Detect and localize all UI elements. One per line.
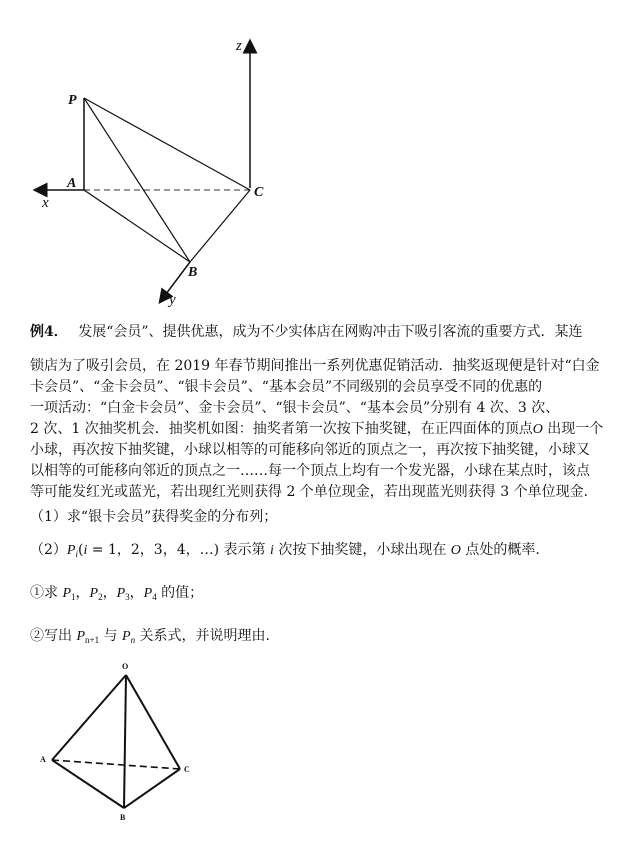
question-1-text: （1）求“银卡会员”获得奖金的分布列； (30, 509, 278, 525)
label-y: y (169, 292, 176, 308)
q2b-sub-n: n (130, 635, 136, 645)
question-2 (30, 540, 540, 564)
q2-tail: 点处的概率. (460, 542, 540, 558)
label-x: x (42, 195, 49, 211)
edge-CB (190, 190, 250, 262)
problem-text-line-5: 2 次、1 次抽奖机会．抽奖机如图：抽奖者第一次按下抽奖键，在正四面体的顶点 (30, 421, 533, 437)
edge-PB (84, 98, 190, 262)
q2b-mid: 与 (99, 628, 122, 644)
q2a-sep1: ， (75, 585, 90, 601)
q2-range: = 1，2，3，4，…) (87, 542, 220, 558)
edge-PC (84, 98, 250, 190)
q2-open: ( (78, 542, 84, 558)
q2b-P-n1: P (76, 629, 86, 644)
q2-P-sub: i (75, 549, 78, 559)
q2a-sub4: 4 (152, 592, 157, 602)
vertex-B: B (120, 813, 126, 822)
label-C: C (254, 185, 264, 200)
problem-text-line-7: 以相等的可能移向邻近的顶点之一……每一个顶点上均有一个发光器，小球在某点时，该点 (30, 463, 590, 479)
q2-prefix: （2） (30, 542, 67, 558)
label-A: A (67, 176, 77, 191)
problem-line-8 (30, 482, 598, 502)
example-label: 例4． (30, 324, 68, 340)
coordinate-figure (0, 0, 642, 310)
edge-CB (124, 769, 180, 808)
q2b-tail: 关系式，并说明理由. (135, 628, 270, 644)
q2b-prefix: ②写出 (30, 628, 77, 644)
problem-line-3 (30, 377, 542, 397)
q2b-P-n: P (122, 629, 131, 644)
q2a-tail: 的值； (156, 585, 204, 601)
problem-line-7 (30, 461, 590, 481)
edge-AB (84, 190, 190, 262)
vertex-A: A (40, 755, 46, 764)
q2-mid2: 次按下抽奖键，小球出现在 (273, 542, 451, 558)
problem-text-line-2: 锁店为了吸引会员，在 2019 年春节期间推出一系列优惠促销活动．抽奖返现便是针对“白金 (30, 358, 600, 374)
problem-text-line-4: 一项活动：“白金卡会员”、金卡会员”、“银卡会员”、“基本会员”分别有 4 次、3 次、 (30, 400, 560, 416)
problem-line-6 (30, 440, 590, 460)
q2a-sep2: ， (102, 585, 117, 601)
q2a-sep3: ， (129, 585, 144, 601)
q2a-P4: P (143, 586, 153, 601)
q2-i: i (83, 543, 88, 558)
problem-line-1 (30, 322, 583, 342)
problem-text-line-8: 等可能发红光或蓝光，若出现红光则获得 2 个单位现金，若出现蓝光则获得 3 个单位现金． (30, 484, 598, 500)
var-O: O (532, 422, 543, 437)
q2a-sub2: 2 (98, 592, 103, 602)
q2-O: O (450, 543, 461, 558)
vertex-O: O (122, 662, 129, 671)
edge-OC (126, 675, 180, 769)
problem-line-4 (30, 398, 559, 418)
y-axis (163, 262, 190, 298)
q2-i2: i (270, 543, 274, 558)
label-z: z (236, 38, 242, 54)
edge-AC-dashed (52, 760, 180, 769)
problem-text-line-1: 发展“会员”、提供优惠，成为不少实体店在网购冲击下吸引客流的重要方式．某连 (78, 324, 583, 340)
question-2b (30, 626, 270, 650)
question-1 (30, 507, 277, 527)
label-P: P (68, 93, 77, 108)
q2a-sub1: 1 (71, 592, 76, 602)
q2-mid: 表示第 (219, 542, 270, 558)
problem-text-line-3: 卡会员”、“金卡会员”、“银卡会员”、“基本会员”不同级别的会员享受不同的优惠的 (30, 379, 543, 395)
q2a-P1: P (62, 586, 72, 601)
q2a-sub3: 3 (125, 592, 130, 602)
problem-text-line-5-tail: 出现一个 (542, 421, 604, 437)
vertex-C: C (184, 765, 190, 774)
q2b-sub-n1: n+1 (85, 635, 100, 645)
problem-line-5 (30, 419, 603, 440)
edge-OB (124, 675, 126, 808)
label-B: B (188, 265, 198, 280)
edge-OA (52, 675, 126, 760)
q2a-P3: P (116, 586, 126, 601)
problem-text-line-6: 小球，再次按下抽奖键，小球以相等的可能移向邻近的顶点之一，再次按下抽奖键，小球又 (30, 442, 590, 458)
q2a-P2: P (89, 586, 99, 601)
edge-AB (52, 760, 124, 808)
tetrahedron-figure (0, 654, 642, 854)
q2a-prefix: ①求 (30, 585, 63, 601)
question-2a (30, 583, 203, 607)
q2-P: P (66, 543, 76, 558)
problem-line-2 (30, 356, 600, 376)
